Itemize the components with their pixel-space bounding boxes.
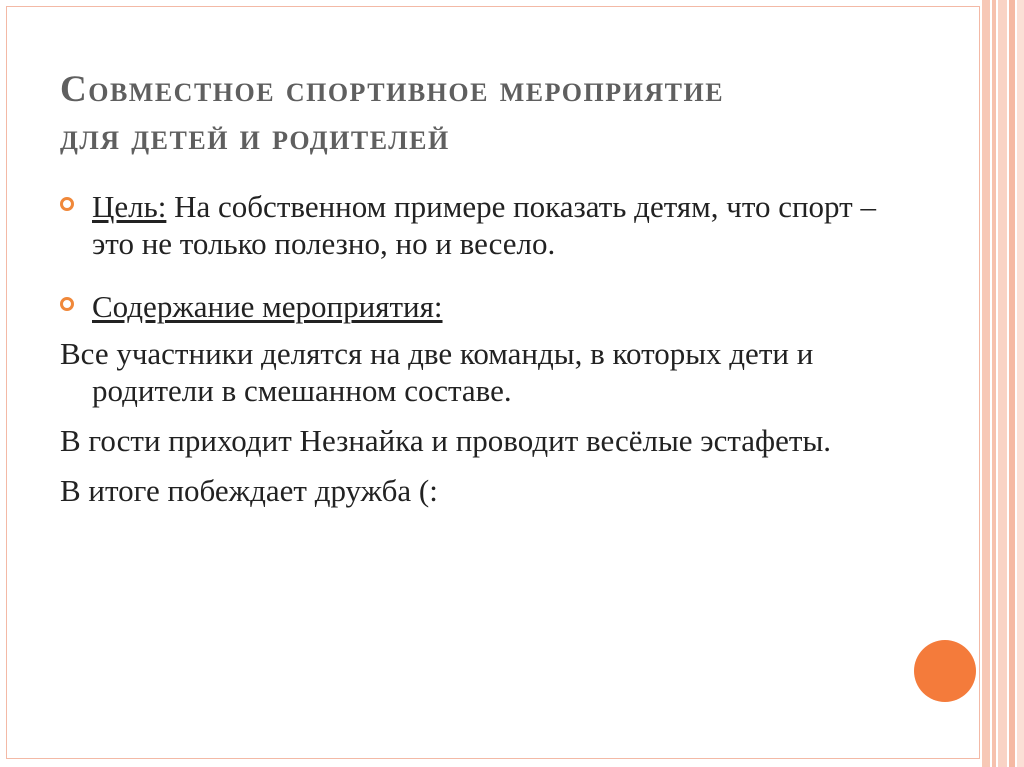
stripe — [998, 0, 1007, 767]
paragraph-guest: В гости приходит Незнайка и проводит весёлые эстафеты. — [60, 423, 832, 458]
decorative-stripes — [982, 0, 1024, 767]
slide-title — [60, 66, 940, 162]
goal-text: На собственном примере показать детям, что спорт – это не только полезно, но и весело. — [92, 189, 876, 261]
title-line-2: для детей и родителей — [60, 117, 450, 158]
stripe — [1009, 0, 1015, 767]
slide-body — [60, 188, 900, 509]
goal-bullet — [60, 188, 900, 262]
orange-circle-decoration — [914, 640, 976, 702]
paragraph-teams: Все участники делятся на две команды, в которых дети и родители в смешанном составе. — [60, 336, 814, 408]
content-bullet — [60, 288, 900, 325]
paragraph-result: В итоге побеждает дружба (: — [60, 473, 438, 508]
stripe — [982, 0, 990, 767]
stripe — [992, 0, 996, 767]
goal-label: Цель: — [92, 189, 167, 224]
title-line-1: Совместное спортивное мероприятие — [60, 69, 725, 110]
content-label: Содержание мероприятия: — [92, 289, 443, 324]
stripe — [1017, 0, 1024, 767]
